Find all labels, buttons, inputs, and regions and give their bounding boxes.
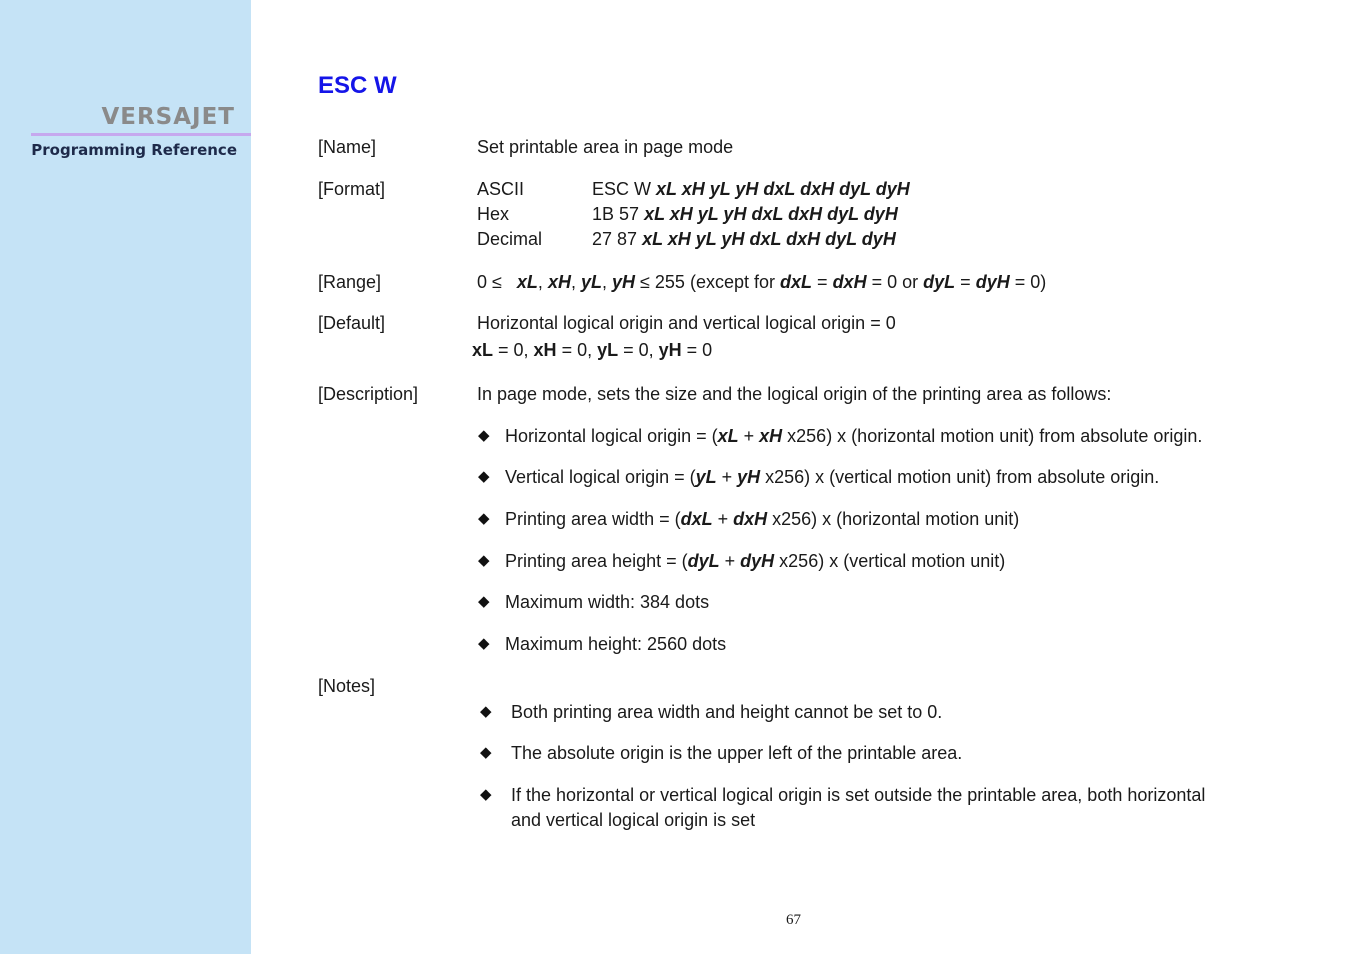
range-label: [Range] — [318, 272, 382, 292]
name-value: Set printable area in page mode — [477, 137, 734, 157]
brand-divider — [31, 133, 251, 136]
format-code-decimal: 27 87 xL xH yL yH dxL dxH dyL dyH — [592, 229, 896, 249]
format-type-hex: Hex — [477, 204, 510, 224]
diamond-bullet-icon: ◆ — [478, 510, 490, 527]
description-item: Horizontal logical origin = (xL + xH x256) x (horizontal motion unit) from absolute origin. — [505, 426, 1203, 446]
diamond-bullet-icon: ◆ — [480, 703, 492, 720]
format-label: [Format] — [318, 179, 386, 199]
sidebar-subtitle: Programming Reference — [31, 141, 237, 159]
page-title: ESC W — [318, 72, 397, 99]
name-label: [Name] — [318, 137, 377, 157]
format-code-ascii: ESC W xL xH yL yH dxL dxH dyL dyH — [592, 179, 910, 199]
format-code-hex: 1B 57 xL xH yL yH dxL dxH dyL dyH — [592, 204, 898, 224]
diamond-bullet-icon: ◆ — [480, 744, 492, 761]
notes-label: [Notes] — [318, 676, 376, 696]
description-max-height: Maximum height: 2560 dots — [505, 634, 727, 654]
page-number: 67 — [786, 912, 801, 928]
notes-item: The absolute origin is the upper left of the printable area. — [511, 743, 963, 763]
description-label: [Description] — [318, 384, 419, 404]
notes-item: Both printing area width and height cannot be set to 0. — [511, 702, 943, 722]
diamond-bullet-icon: ◆ — [478, 427, 490, 444]
brand-logo: VERSAJET — [101, 104, 235, 130]
default-label: [Default] — [318, 313, 386, 333]
diamond-bullet-icon: ◆ — [478, 635, 490, 652]
diamond-bullet-icon: ◆ — [478, 468, 490, 485]
notes-item-continuation: and vertical logical origin is set — [511, 810, 756, 830]
format-type-ascii: ASCII — [477, 179, 525, 199]
description-item: Printing area width = (dxL + dxH x256) x (horizontal motion unit) — [505, 509, 1020, 529]
default-line1: Horizontal logical origin and vertical logical origin = 0 — [477, 313, 896, 333]
description-intro: In page mode, sets the size and the logical origin of the printing area as follows: — [477, 384, 1112, 404]
diamond-bullet-icon: ◆ — [480, 786, 492, 803]
sidebar — [0, 0, 251, 954]
format-type-decimal: Decimal — [477, 229, 543, 249]
description-item: Vertical logical origin = (yL + yH x256) x (vertical motion unit) from absolute origin. — [505, 467, 1160, 487]
diamond-bullet-icon: ◆ — [478, 552, 490, 569]
notes-item: If the horizontal or vertical logical origin is set outside the printable area, both horizontal — [511, 785, 1206, 805]
range-value: 0 ≤ xL, xH, yL, yH ≤ 255 (except for dxL = dxH = 0 or dyL = dyH = 0) — [477, 272, 1047, 292]
description-item: Printing area height = (dyL + dyH x256) x (vertical motion unit) — [505, 551, 1006, 571]
default-values: xL = 0, xH = 0, yL = 0, yH = 0 — [472, 340, 713, 360]
description-max-width: Maximum width: 384 dots — [505, 592, 710, 612]
diamond-bullet-icon: ◆ — [478, 593, 490, 610]
